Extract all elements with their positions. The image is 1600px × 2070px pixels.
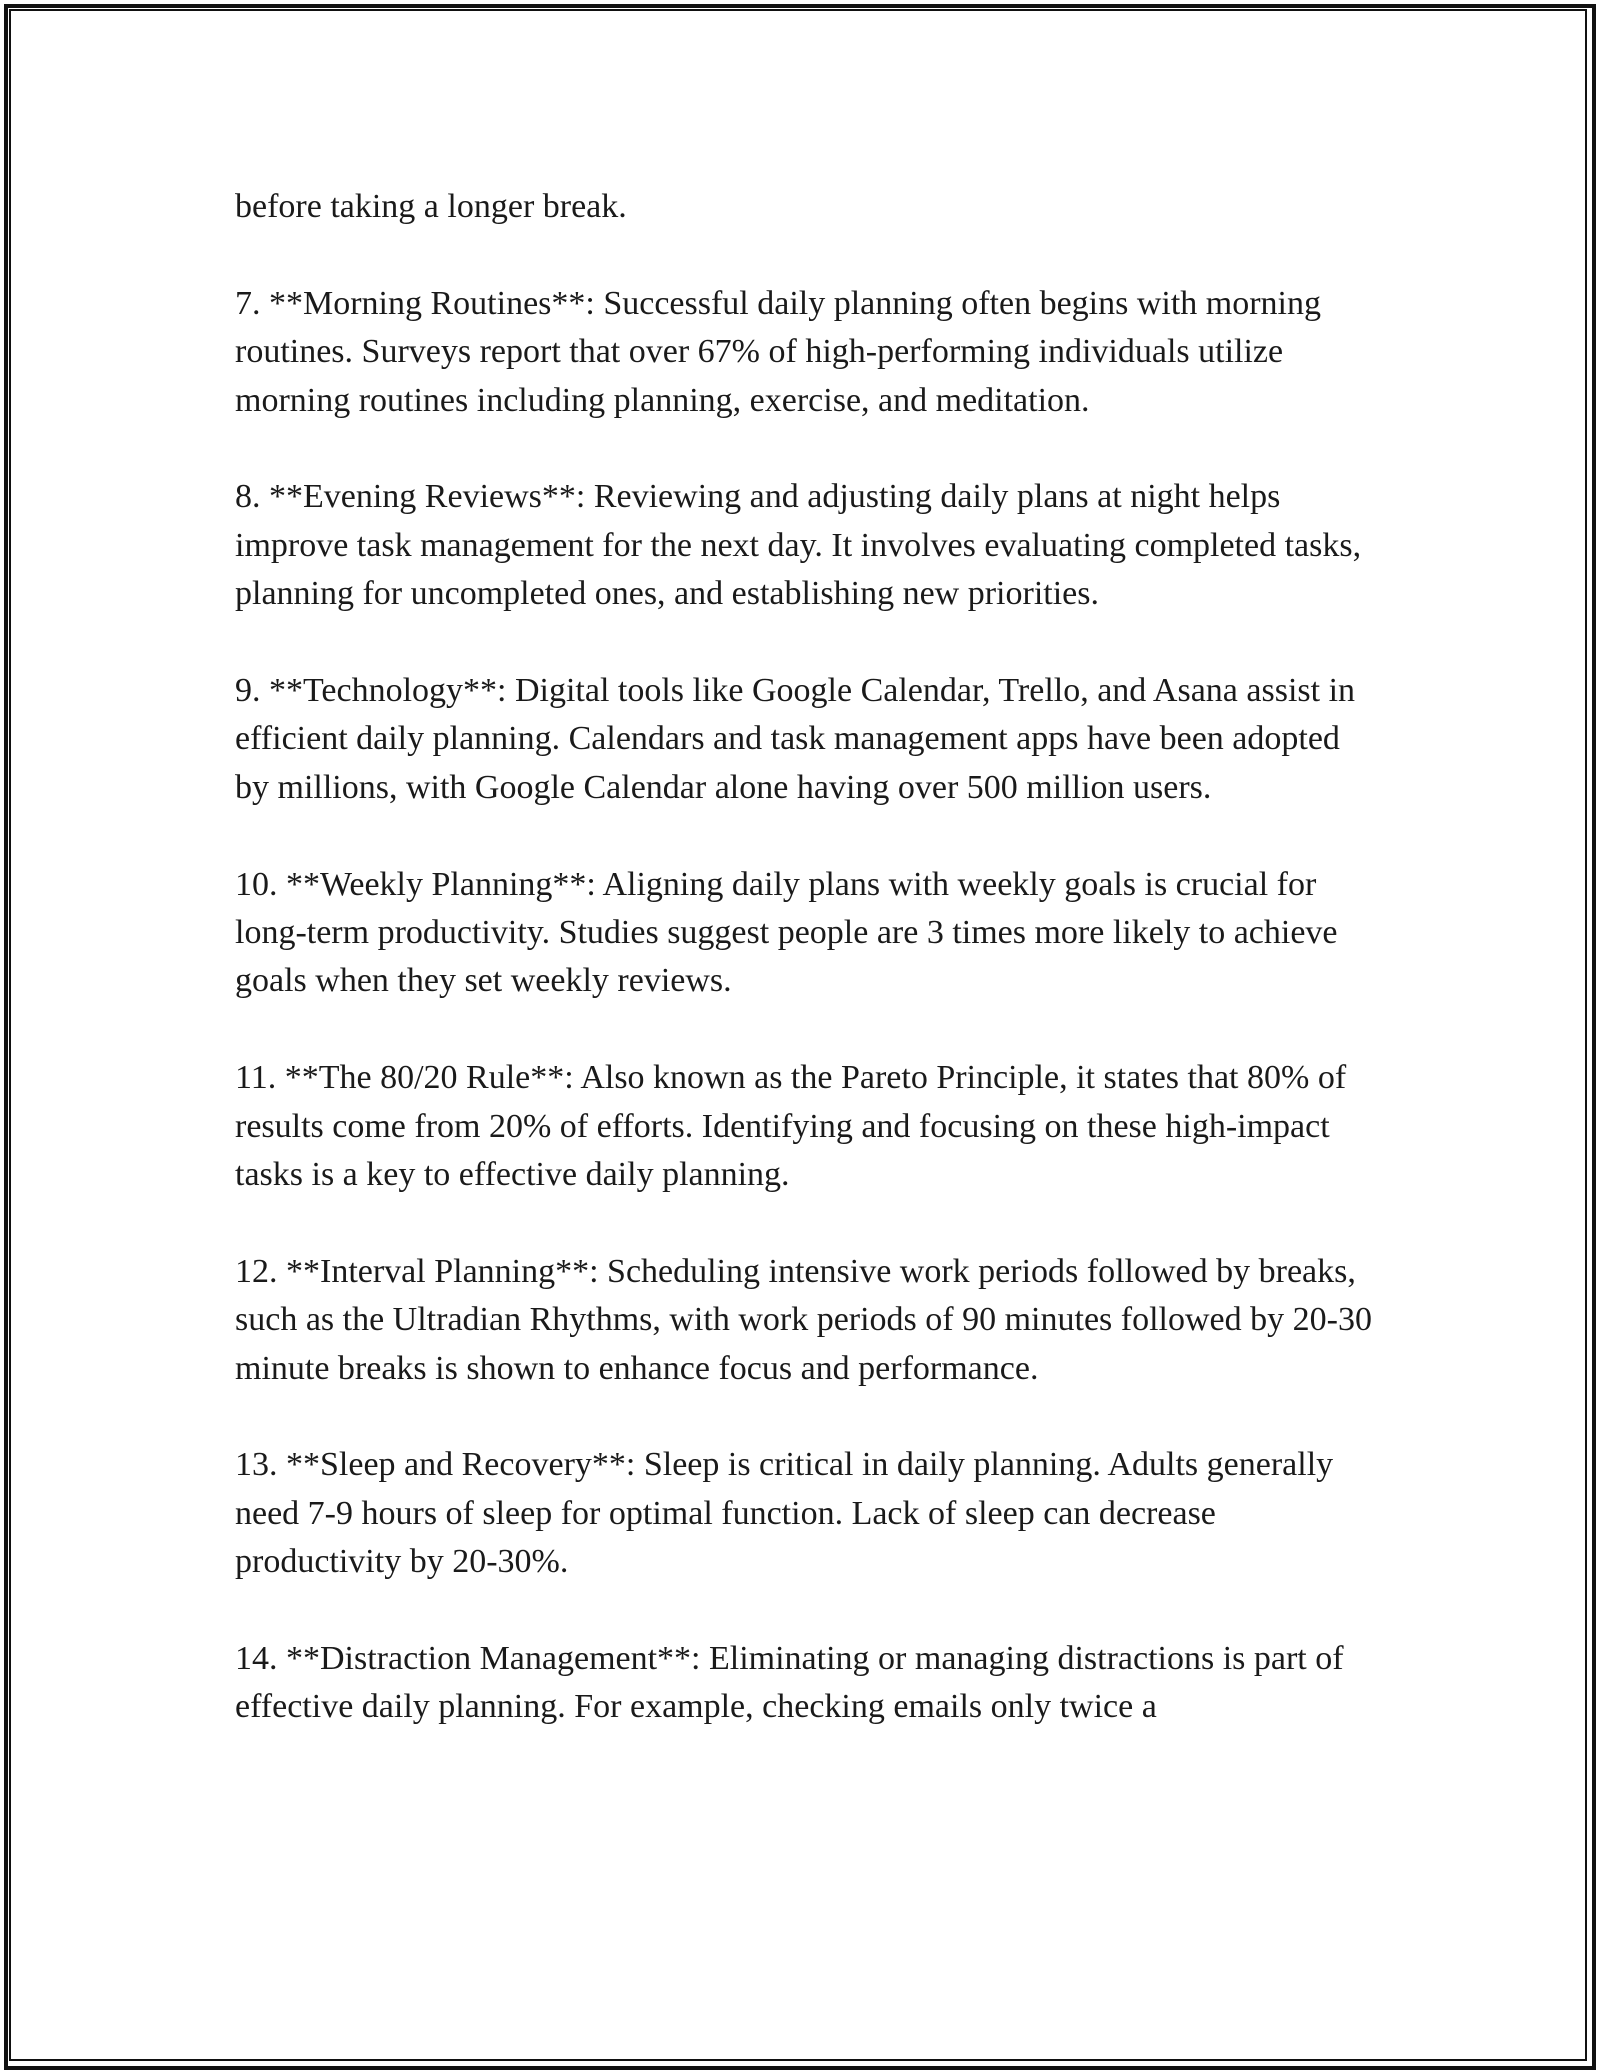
paragraph-80-20-rule: 11. **The 80/20 Rule**: Also known as the Pareto Principle, it states that 80% of results come from 20% of efforts. Identifying and focusing on these high-impact tasks is a key to effective daily planning.: [235, 1059, 1347, 1194]
paragraph-technology: 9. **Technology**: Digital tools like Google Calendar, Trello, and Asana assist in efficient daily planning. Calendars and task management apps have been adopted by millions, with Google Calendar alone having over 500 million users.: [235, 672, 1356, 806]
document-body: [235, 183, 1375, 1732]
paragraph-weekly-planning: 10. **Weekly Planning**: Aligning daily plans with weekly goals is crucial for long-term productivity. Studies suggest people are 3 times more likely to achieve goals when they set weekly reviews.: [235, 865, 1338, 1000]
paragraph-continuation: before taking a longer break.: [235, 188, 627, 225]
paragraph-evening-reviews: 8. **Evening Reviews**: Reviewing and adjusting daily plans at night helps improve task management for the next day. It involves evaluating completed tasks, planning for uncompleted ones, and establishing new priorities.: [235, 478, 1362, 613]
paragraph-morning-routines: 7. **Morning Routines**: Successful daily planning often begins with morning routines. Surveys report that over 67% of high-performing individuals utilize morning routines including planning, exercise, and meditation.: [235, 284, 1322, 419]
paragraph-distraction-management: 14. **Distraction Management**: Eliminating or managing distractions is part of effective daily planning. For example, checking emails only twice a: [235, 1640, 1344, 1726]
paragraph-sleep-and-recovery: 13. **Sleep and Recovery**: Sleep is critical in daily planning. Adults generally need 7-9 hours of sleep for optimal function. Lack of sleep can decrease productivity by 20-30%.: [235, 1446, 1334, 1581]
paragraph-interval-planning: 12. **Interval Planning**: Scheduling intensive work periods followed by breaks, such as the Ultradian Rhythms, with work periods of 90 minutes followed by 20-30 minute breaks is shown to enhance focus and performance.: [235, 1252, 1372, 1387]
